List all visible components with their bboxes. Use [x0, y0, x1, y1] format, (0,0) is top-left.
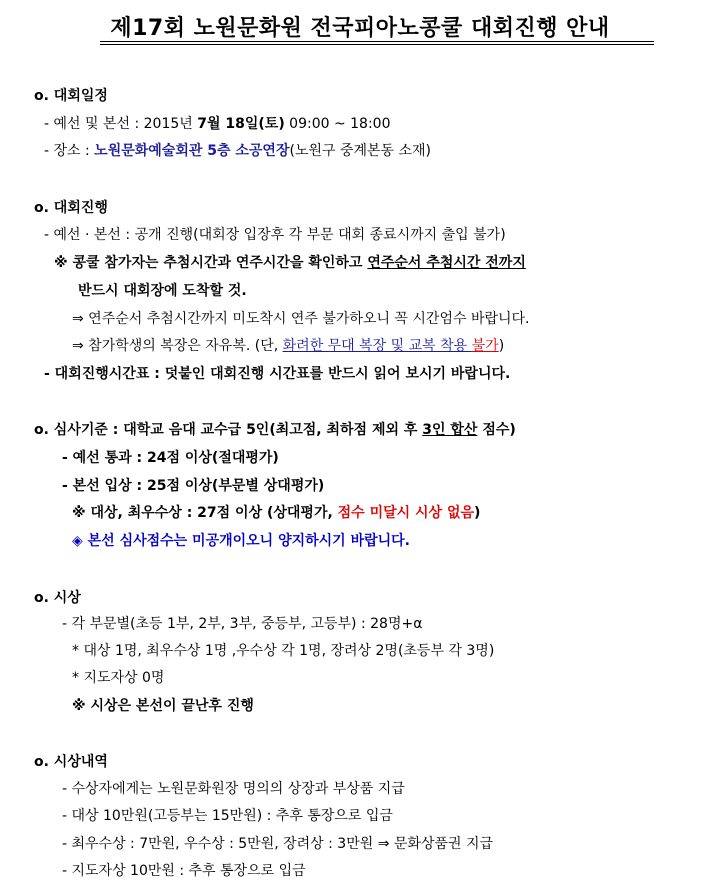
- prizes-teacher-line: - 지도자상 10만원 : 추후 통장으로 입금: [62, 863, 306, 879]
- judging-grand-text: ※ 대상, 최우수상 : 27점 이상 (상대평가,: [72, 505, 338, 521]
- dress-text: ⇒ 참가학생의 복장은 자유복. (단,: [72, 338, 283, 354]
- judging-grand-end: ): [474, 505, 481, 521]
- judging-heading-sum: 3인 합산: [422, 422, 478, 438]
- progress-arrival-line: 반드시 대회장에 도착할 것.: [78, 283, 247, 299]
- judging-final-line: - 본선 입상 : 25점 이상(부문별 상대평가): [62, 478, 325, 494]
- progress-timetable-line: - 대회진행시간표 : 덧붙인 대회진행 시간표를 반드시 읽어 보시기 바랍니다.: [44, 366, 511, 382]
- dress-close: ): [498, 338, 505, 354]
- section-judging-heading: [34, 420, 516, 440]
- prizes-certificate-line: - 수상자에게는 노원문화원장 명의의 상장과 부상품 지급: [62, 781, 405, 797]
- place-address: (노원구 중계본동 소재): [289, 143, 432, 159]
- schedule-time: 09:00 ~ 18:00: [284, 116, 391, 132]
- schedule-date: 7월 18일(토): [197, 116, 285, 132]
- progress-late-line: ⇒ 연주순서 추첨시간까지 미도착시 연주 불가하오니 꼭 시간엄수 바랍니다.: [72, 311, 530, 327]
- section-awards-heading: o. 시상: [34, 590, 81, 606]
- progress-notice-line: [54, 253, 526, 273]
- judging-grand-warning: 점수 미달시 시상 없음: [337, 505, 474, 521]
- judging-prelim-line: - 예선 통과 : 24점 이상(절대평가): [62, 450, 279, 466]
- title-underline: [100, 41, 654, 42]
- page-title: 제17회 노원문화원 전국피아노콩쿨 대회진행 안내: [110, 16, 610, 41]
- progress-notice-text: ※ 콩쿨 참가자는 추첨시간과 연주시간을 확인하고: [54, 255, 368, 271]
- awards-timing-line: ※ 시상은 본선이 끝난후 진행: [72, 698, 254, 714]
- place-venue: 노원문화예술회관 5층 소공연장: [94, 143, 290, 159]
- place-label: - 장소 :: [44, 143, 95, 159]
- judging-heading-text: o. 심사기준 : 대학교 음대 교수급 5인(최고점, 최하점 제외 후: [34, 422, 423, 438]
- section-prizes-heading: o. 시상내역: [34, 754, 108, 770]
- schedule-date-label: - 예선 및 본선 : 2015년: [44, 116, 198, 132]
- dress-forbidden: 불가: [471, 338, 499, 354]
- section-progress-heading: o. 대회진행: [34, 200, 108, 216]
- awards-division-line: - 각 부문별(초등 1부, 2부, 3부, 중등부, 고등부) : 28명+α: [62, 616, 423, 632]
- section-schedule-heading: o. 대회일정: [34, 88, 108, 104]
- progress-dress-line: [72, 336, 504, 356]
- prizes-grand-line: - 대상 10만원(고등부는 15만원) : 추후 통장으로 입금: [62, 808, 393, 824]
- judging-heading-end: 점수): [477, 422, 516, 438]
- progress-notice-deadline: 연주순서 추첨시간 전까지: [367, 255, 526, 271]
- progress-open-line: - 예선 · 본선 : 공개 진행(대회장 입장후 각 부문 대회 종료시까지 출입 불가): [44, 227, 506, 243]
- judging-undisclosed-line: ◈ 본선 심사점수는 미공개이오니 양지하시기 바랍니다.: [72, 533, 410, 549]
- dress-restriction: 화려한 무대 복장 및 교복 착용: [282, 338, 472, 354]
- schedule-date-line: [44, 114, 391, 134]
- title-underline-2: [100, 44, 654, 45]
- judging-grand-line: [72, 503, 480, 523]
- awards-count-line: * 대상 1명, 최우수상 1명 ,우수상 각 1명, 장려상 2명(초등부 각 3명): [72, 643, 495, 659]
- schedule-place-line: [44, 141, 431, 161]
- awards-teacher-line: * 지도자상 0명: [72, 670, 165, 686]
- prizes-other-line: - 최우수상 : 7만원, 우수상 : 5만원, 장려상 : 3만원 ⇒ 문화상품권 지급: [62, 836, 494, 852]
